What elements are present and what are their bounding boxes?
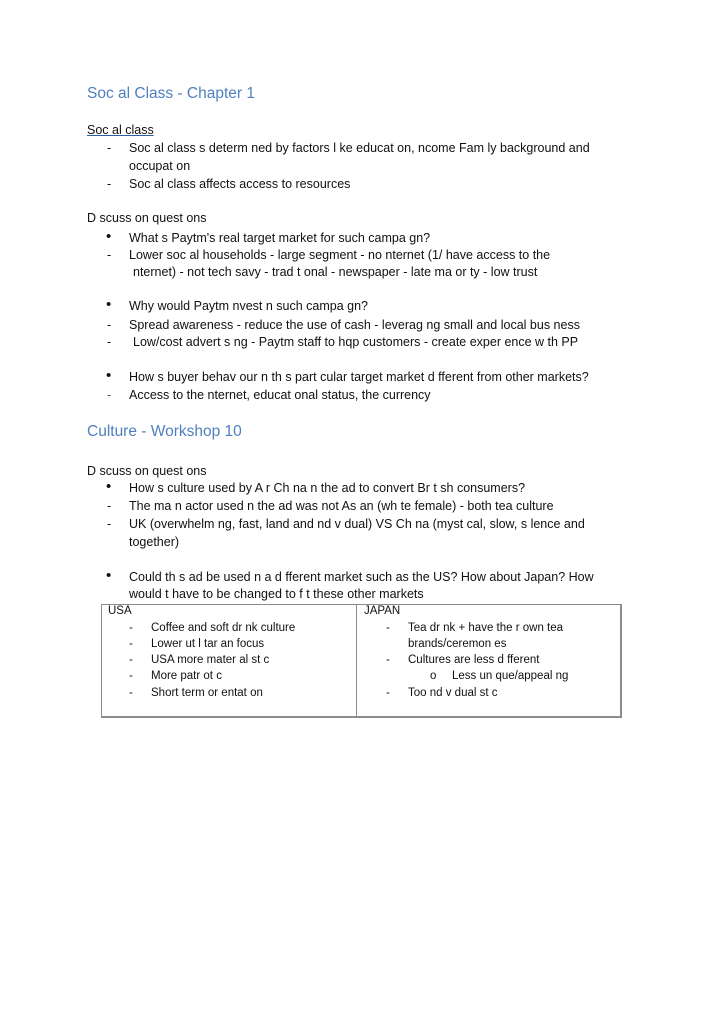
dash-marker: - bbox=[386, 622, 390, 634]
dash-marker: - bbox=[107, 517, 112, 531]
dash-marker: - bbox=[386, 687, 390, 699]
discussion-label: D scuss on quest ons bbox=[87, 464, 207, 478]
dash-marker: - bbox=[107, 499, 112, 513]
table-header-usa: USA bbox=[108, 605, 132, 617]
dash-marker: - bbox=[107, 318, 112, 332]
answer-item-continuation: nternet) - not tech savy - trad t onal - newspaper - late ma or ty - low trust bbox=[133, 265, 538, 279]
answer-item: The ma n actor used n the ad was not As an (wh te female) - both tea culture bbox=[129, 499, 554, 513]
japan-list-item-continuation: brands/ceremon es bbox=[408, 638, 507, 650]
usa-list-item: USA more mater al st c bbox=[151, 654, 270, 666]
bullet-marker: • bbox=[106, 567, 112, 584]
answer-item-continuation: together) bbox=[129, 535, 180, 549]
dash-marker: - bbox=[386, 654, 390, 666]
answer-item: Access to the nternet, educat onal status, the currency bbox=[129, 388, 431, 402]
japan-list-item: Tea dr nk + have the r own tea bbox=[408, 622, 564, 634]
dash-marker: - bbox=[129, 687, 133, 699]
usa-list-item: Lower ut l tar an focus bbox=[151, 638, 265, 650]
usa-list-item: Coffee and soft dr nk culture bbox=[151, 622, 296, 634]
japan-sub-list-item: Less un que/appeal ng bbox=[452, 670, 569, 682]
dash-marker: - bbox=[107, 248, 112, 262]
dash-marker: - bbox=[107, 388, 112, 402]
bullet-marker: • bbox=[106, 296, 112, 313]
list-item: Soc al class affects access to resources bbox=[129, 177, 351, 191]
dash-marker: - bbox=[129, 638, 133, 650]
answer-item: Low/cost advert s ng - Paytm staff to hqp customers - create exper ence w th PP bbox=[133, 335, 579, 349]
answer-item: Spread awareness - reduce the use of cash - leverag ng small and local bus ness bbox=[129, 318, 580, 332]
bullet-marker: • bbox=[106, 228, 112, 245]
section-heading-culture: Culture - Workshop 10 bbox=[87, 423, 242, 440]
dash-marker: - bbox=[129, 670, 133, 682]
table-header-japan: JAPAN bbox=[364, 605, 401, 617]
dash-marker: - bbox=[107, 141, 112, 155]
question-item: What s Paytm's real target market for such campa gn? bbox=[129, 231, 431, 245]
discussion-label: D scuss on quest ons bbox=[87, 211, 207, 225]
question-item: Why would Paytm nvest n such campa gn? bbox=[129, 299, 369, 313]
japan-list-item: Cultures are less d fferent bbox=[408, 654, 540, 666]
dash-marker: - bbox=[129, 654, 133, 666]
bullet-marker: • bbox=[106, 478, 112, 495]
answer-item: Lower soc al households - large segment - no nternet (1/ have access to the bbox=[129, 248, 551, 262]
list-item: Soc al class s determ ned by factors l ke educat on, ncome Fam ly background and bbox=[129, 141, 590, 155]
section-heading-social-class: Soc al Class - Chapter 1 bbox=[87, 85, 255, 102]
answer-item: UK (overwhelm ng, fast, land and nd v dual) VS Ch na (myst cal, slow, s lence and bbox=[129, 517, 585, 531]
question-item-continuation: would t have to be changed to f t these other markets bbox=[129, 587, 424, 601]
japan-list-item: Too nd v dual st c bbox=[408, 687, 498, 699]
question-item: How s buyer behav our n th s part cular target market d fferent from other markets? bbox=[129, 370, 589, 384]
list-item-continuation: occupat on bbox=[129, 159, 191, 173]
dash-marker: - bbox=[129, 622, 133, 634]
table-column-divider bbox=[356, 604, 357, 718]
usa-list-item: Short term or entat on bbox=[151, 687, 263, 699]
subheading-social-class: Soc al class bbox=[87, 123, 154, 137]
question-item: Could th s ad be used n a d fferent market such as the US? How about Japan? How bbox=[129, 570, 594, 584]
sub-bullet-marker: o bbox=[430, 670, 437, 682]
bullet-marker: • bbox=[106, 367, 112, 384]
question-item: How s culture used by A r Ch na n the ad to convert Br t sh consumers? bbox=[129, 481, 526, 495]
usa-list-item: More patr ot c bbox=[151, 670, 222, 682]
dash-marker: - bbox=[107, 177, 112, 191]
dash-marker: - bbox=[107, 335, 112, 349]
